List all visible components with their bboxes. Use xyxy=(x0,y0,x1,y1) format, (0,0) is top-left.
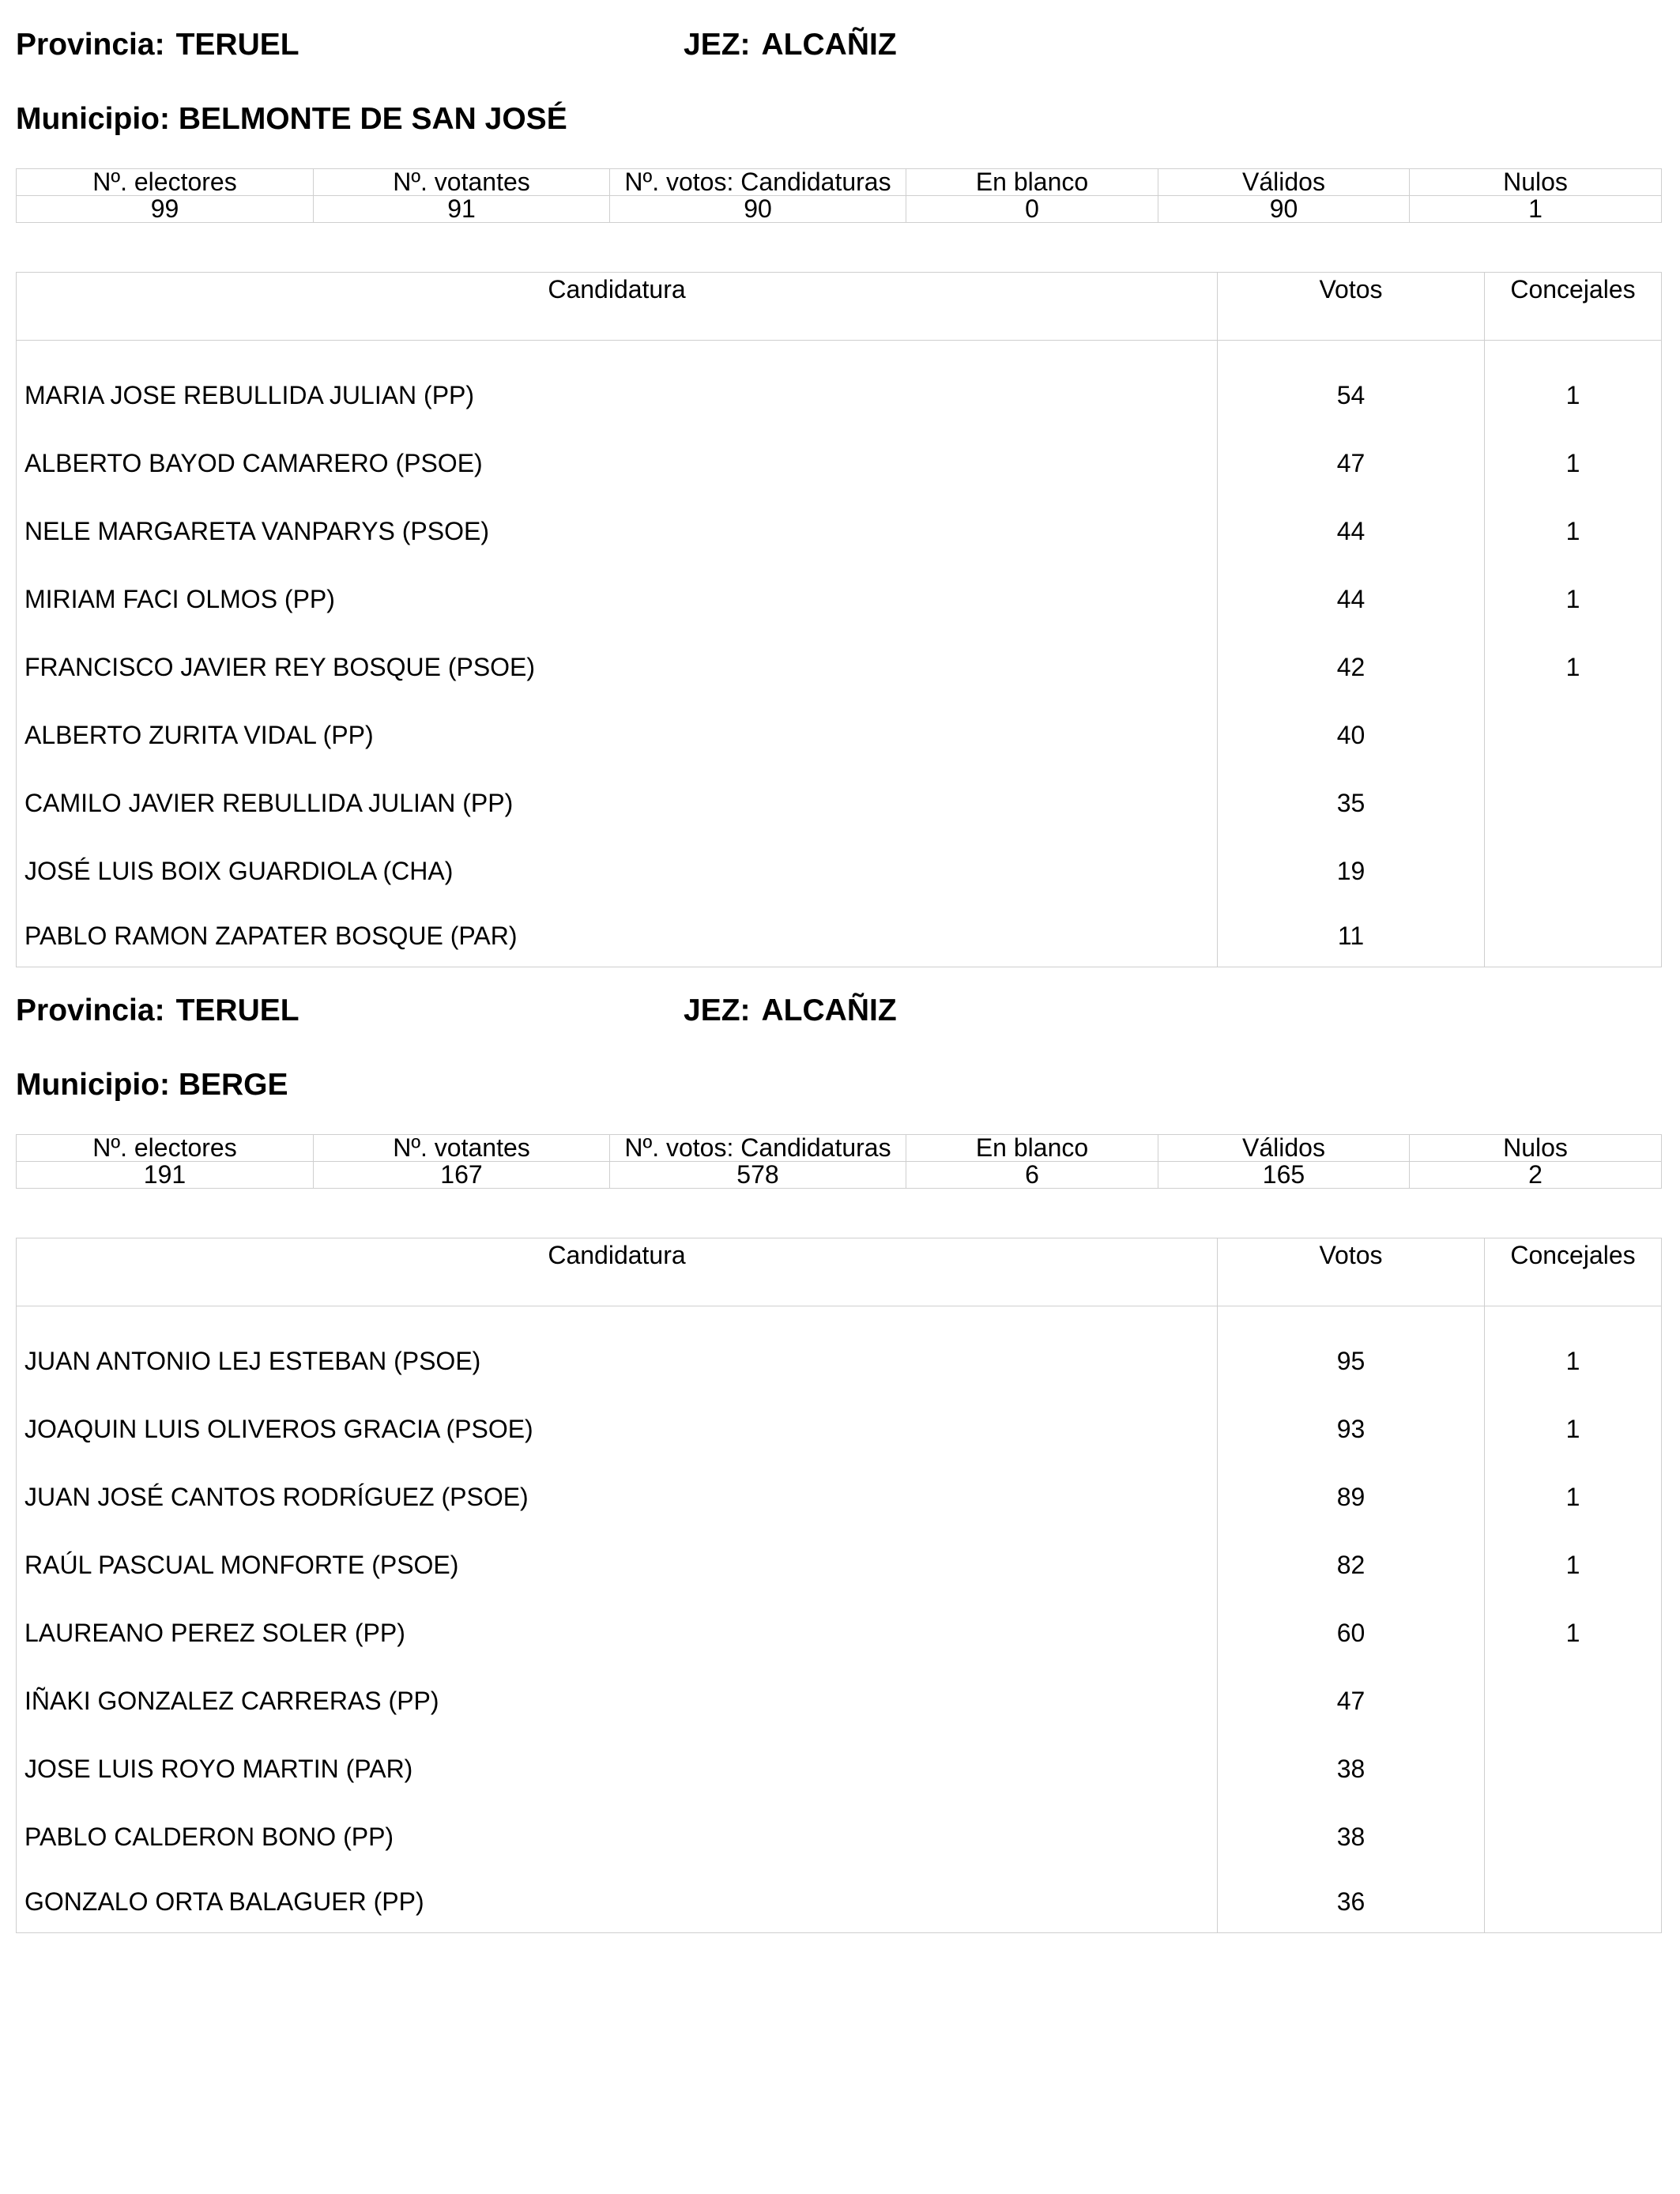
candidate-seats xyxy=(1485,1803,1662,1871)
candidate-seats xyxy=(1485,837,1662,905)
candidate-seats xyxy=(1485,1667,1662,1735)
candidate-seats: 1 xyxy=(1485,497,1662,565)
summary-header-row xyxy=(17,169,1662,196)
summary-header-cell: Nulos xyxy=(1410,169,1662,196)
candidate-votes: 40 xyxy=(1218,701,1485,769)
table-row xyxy=(17,497,1662,565)
summary-value-cell: 578 xyxy=(610,1162,906,1189)
table-row xyxy=(17,1306,1662,1396)
summary-header-cell: Nº. votos: Candidaturas xyxy=(610,1135,906,1162)
candidate-votes: 93 xyxy=(1218,1395,1485,1463)
summary-value-cell: 191 xyxy=(17,1162,314,1189)
provincia-heading xyxy=(16,29,299,60)
summary-header-cell: Nº. electores xyxy=(17,169,314,196)
candidate-name: LAUREANO PEREZ SOLER (PP) xyxy=(17,1599,1218,1667)
summary-value-cell: 0 xyxy=(906,196,1158,223)
candidate-name: JUAN ANTONIO LEJ ESTEBAN (PSOE) xyxy=(17,1306,1218,1396)
summary-value-cell: 90 xyxy=(610,196,906,223)
summary-header-cell: Nº. electores xyxy=(17,1135,314,1162)
table-row xyxy=(17,769,1662,837)
table-row xyxy=(17,429,1662,497)
candidate-votes: 95 xyxy=(1218,1306,1485,1396)
candidate-seats: 1 xyxy=(1485,1463,1662,1531)
candidate-name: MIRIAM FACI OLMOS (PP) xyxy=(17,565,1218,633)
provincia-label: Provincia: xyxy=(16,28,165,62)
candidate-votes: 60 xyxy=(1218,1599,1485,1667)
summary-value-cell: 1 xyxy=(1410,196,1662,223)
concejales-column-header: Concejales xyxy=(1485,1238,1662,1306)
votos-column-header: Votos xyxy=(1218,273,1485,341)
candidate-votes: 38 xyxy=(1218,1735,1485,1803)
candidatura-column-header: Candidatura xyxy=(17,273,1218,341)
summary-value-cell: 90 xyxy=(1158,196,1410,223)
candidate-votes: 42 xyxy=(1218,633,1485,701)
municipio-label: Municipio: xyxy=(16,1068,170,1102)
provincia-heading xyxy=(16,995,299,1026)
table-row xyxy=(17,633,1662,701)
summary-value-cell: 165 xyxy=(1158,1162,1410,1189)
summary-value-cell: 6 xyxy=(906,1162,1158,1189)
concejales-column-header: Concejales xyxy=(1485,273,1662,341)
summary-table xyxy=(16,1134,1662,1189)
results-table xyxy=(16,272,1662,967)
municipio-heading xyxy=(16,1069,288,1100)
summary-header-cell: Nº. votantes xyxy=(314,1135,610,1162)
candidate-name: NELE MARGARETA VANPARYS (PSOE) xyxy=(17,497,1218,565)
municipio-value: BELMONTE DE SAN JOSÉ xyxy=(178,102,567,136)
table-row xyxy=(17,837,1662,905)
candidate-votes: 36 xyxy=(1218,1871,1485,1933)
summary-header-cell: En blanco xyxy=(906,1135,1158,1162)
candidate-name: IÑAKI GONZALEZ CARRERAS (PP) xyxy=(17,1667,1218,1735)
table-row xyxy=(17,565,1662,633)
table-row xyxy=(17,1599,1662,1667)
candidate-name: FRANCISCO JAVIER REY BOSQUE (PSOE) xyxy=(17,633,1218,701)
candidate-name: MARIA JOSE REBULLIDA JULIAN (PP) xyxy=(17,341,1218,430)
summary-value-row xyxy=(17,196,1662,223)
candidate-votes: 44 xyxy=(1218,565,1485,633)
candidate-votes: 19 xyxy=(1218,837,1485,905)
candidatura-column-header: Candidatura xyxy=(17,1238,1218,1306)
candidate-seats: 1 xyxy=(1485,429,1662,497)
candidate-seats xyxy=(1485,1735,1662,1803)
jez-heading xyxy=(684,995,897,1026)
candidate-votes: 47 xyxy=(1218,429,1485,497)
candidate-seats xyxy=(1485,769,1662,837)
table-row xyxy=(17,1463,1662,1531)
jez-value: ALCAÑIZ xyxy=(761,993,897,1027)
candidate-seats xyxy=(1485,1871,1662,1933)
summary-header-row xyxy=(17,1135,1662,1162)
table-row xyxy=(17,1531,1662,1599)
candidate-votes: 89 xyxy=(1218,1463,1485,1531)
summary-value-row xyxy=(17,1162,1662,1189)
candidate-name: PABLO RAMON ZAPATER BOSQUE (PAR) xyxy=(17,905,1218,967)
votos-column-header: Votos xyxy=(1218,1238,1485,1306)
candidate-votes: 11 xyxy=(1218,905,1485,967)
summary-value-cell: 167 xyxy=(314,1162,610,1189)
results-table xyxy=(16,1238,1662,1933)
candidate-name: ALBERTO BAYOD CAMARERO (PSOE) xyxy=(17,429,1218,497)
table-row xyxy=(17,905,1662,967)
candidate-seats: 1 xyxy=(1485,565,1662,633)
candidate-votes: 44 xyxy=(1218,497,1485,565)
results-header-row xyxy=(17,273,1662,341)
summary-header-cell: En blanco xyxy=(906,169,1158,196)
table-row xyxy=(17,1667,1662,1735)
candidate-name: CAMILO JAVIER REBULLIDA JULIAN (PP) xyxy=(17,769,1218,837)
summary-header-cell: Nulos xyxy=(1410,1135,1662,1162)
summary-header-cell: Nº. votos: Candidaturas xyxy=(610,169,906,196)
candidate-seats xyxy=(1485,905,1662,967)
candidate-seats: 1 xyxy=(1485,341,1662,430)
municipio-value: BERGE xyxy=(178,1068,288,1102)
provincia-label: Provincia: xyxy=(16,993,165,1027)
candidate-name: JUAN JOSÉ CANTOS RODRÍGUEZ (PSOE) xyxy=(17,1463,1218,1531)
candidate-name: PABLO CALDERON BONO (PP) xyxy=(17,1803,1218,1871)
candidate-name: JOAQUIN LUIS OLIVEROS GRACIA (PSOE) xyxy=(17,1395,1218,1463)
candidate-votes: 54 xyxy=(1218,341,1485,430)
table-row xyxy=(17,341,1662,430)
summary-value-cell: 2 xyxy=(1410,1162,1662,1189)
table-row xyxy=(17,701,1662,769)
candidate-votes: 35 xyxy=(1218,769,1485,837)
candidate-votes: 82 xyxy=(1218,1531,1485,1599)
candidate-name: JOSÉ LUIS BOIX GUARDIOLA (CHA) xyxy=(17,837,1218,905)
candidate-name: ALBERTO ZURITA VIDAL (PP) xyxy=(17,701,1218,769)
municipio-heading xyxy=(16,104,567,134)
candidate-seats: 1 xyxy=(1485,633,1662,701)
table-row xyxy=(17,1735,1662,1803)
candidate-name: RAÚL PASCUAL MONFORTE (PSOE) xyxy=(17,1531,1218,1599)
provincia-value: TERUEL xyxy=(175,993,299,1027)
municipio-label: Municipio: xyxy=(16,102,170,136)
candidate-seats: 1 xyxy=(1485,1599,1662,1667)
candidate-seats xyxy=(1485,701,1662,769)
provincia-value: TERUEL xyxy=(175,28,299,62)
candidate-votes: 47 xyxy=(1218,1667,1485,1735)
jez-label: JEZ: xyxy=(684,28,751,62)
table-row xyxy=(17,1803,1662,1871)
candidate-seats: 1 xyxy=(1485,1306,1662,1396)
results-header-row xyxy=(17,1238,1662,1306)
candidate-seats: 1 xyxy=(1485,1531,1662,1599)
table-row xyxy=(17,1871,1662,1933)
candidate-name: GONZALO ORTA BALAGUER (PP) xyxy=(17,1871,1218,1933)
jez-label: JEZ: xyxy=(684,993,751,1027)
summary-header-cell: Válidos xyxy=(1158,169,1410,196)
table-row xyxy=(17,1395,1662,1463)
candidate-votes: 38 xyxy=(1218,1803,1485,1871)
summary-table xyxy=(16,168,1662,223)
jez-value: ALCAÑIZ xyxy=(761,28,897,62)
candidate-seats: 1 xyxy=(1485,1395,1662,1463)
summary-header-cell: Válidos xyxy=(1158,1135,1410,1162)
jez-heading xyxy=(684,29,897,60)
summary-value-cell: 99 xyxy=(17,196,314,223)
summary-value-cell: 91 xyxy=(314,196,610,223)
candidate-name: JOSE LUIS ROYO MARTIN (PAR) xyxy=(17,1735,1218,1803)
summary-header-cell: Nº. votantes xyxy=(314,169,610,196)
